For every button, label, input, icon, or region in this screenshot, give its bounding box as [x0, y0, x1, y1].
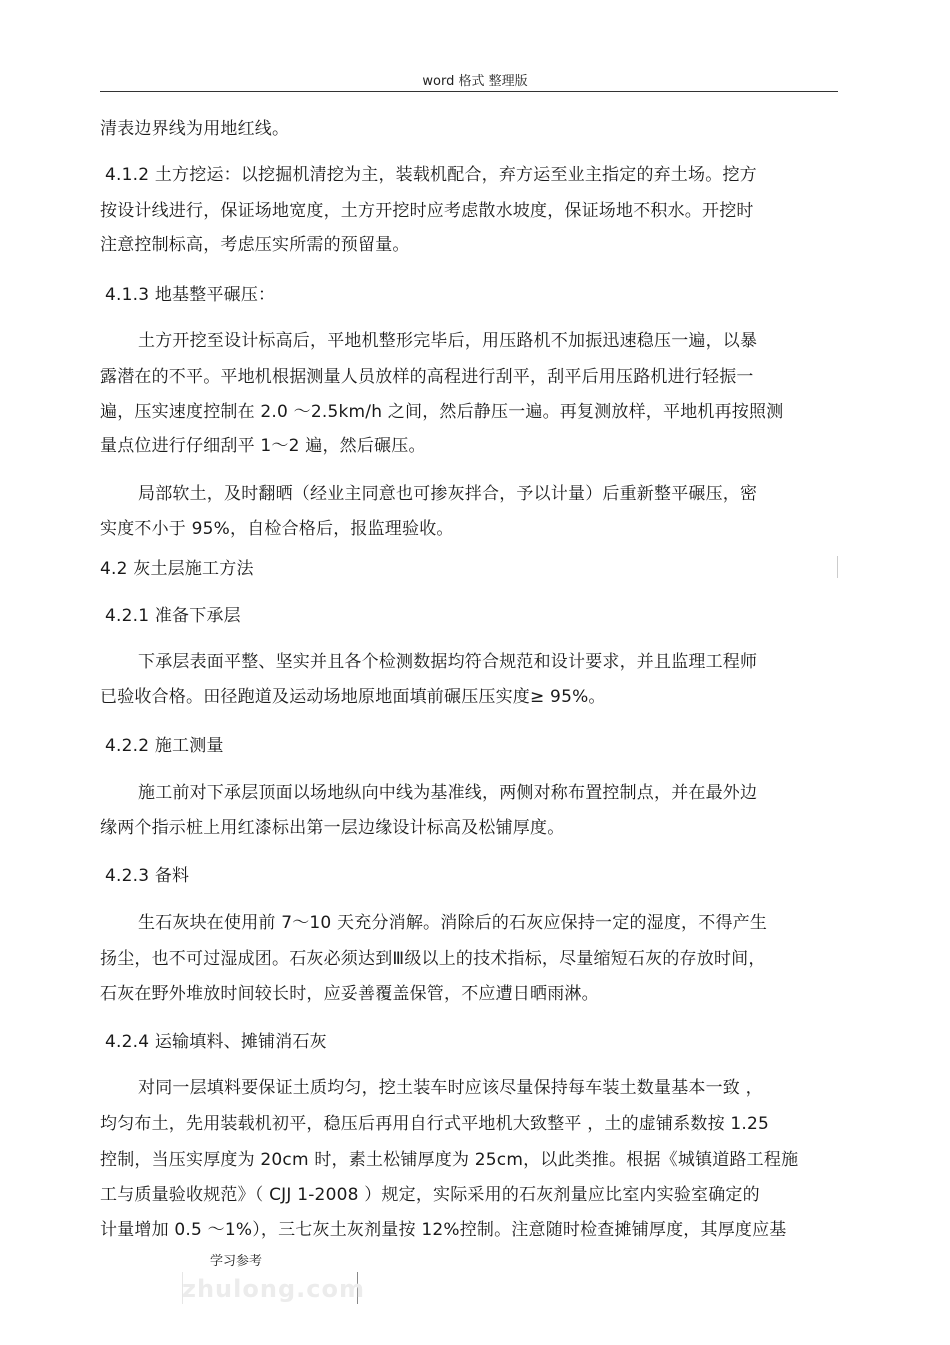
paragraph-line: 均匀布土，先用装载机初平，稳压后再用自行式平地机大致整平 ，土的虚铺系数按 1.25: [100, 1114, 770, 1134]
paragraph-line: 缘两个指示桩上用红漆标出第一层边缘设计标高及松铺厚度。: [100, 818, 565, 838]
section-heading-4-2-3: 4.2.3 备料: [105, 866, 190, 886]
paragraph-line: 按设计线进行，保证场地宽度，土方开挖时应考虑散水坡度，保证场地不积水。开挖时: [100, 201, 754, 221]
section-heading-4-2-4: 4.2.4 运输填料、摊铺消石灰: [105, 1032, 327, 1052]
section-heading-4-2-2: 4.2.2 施工测量: [105, 736, 224, 756]
section-heading-4-1-3: 4.1.3 地基整平碾压：: [105, 285, 276, 305]
page-header: word 格式 整理版: [422, 74, 528, 89]
paragraph-line: 工与质量验收规范》（ CJJ 1-2008 ）规定，实际采用的石灰剂量应比室内实验室确定的: [100, 1185, 760, 1205]
paragraph-line: 露潜在的不平。平地机根据测量人员放样的高程进行刮平，刮平后用压路机进行轻振一: [100, 367, 754, 387]
paragraph-line: 已验收合格。田径跑道及运动场地原地面填前碾压压实度≥ 95%。: [100, 687, 606, 707]
paragraph-line: 控制，当压实厚度为 20cm 时，素土松铺厚度为 25cm，以此类推。根据《城镇道路工程施: [100, 1150, 799, 1170]
section-heading-4-2-1: 4.2.1 准备下承层: [105, 606, 241, 626]
paragraph-line: 注意控制标高，考虑压实所需的预留量。: [100, 235, 410, 255]
watermark-logo: zhulong.com: [182, 1275, 365, 1303]
margin-mark: [837, 556, 838, 578]
paragraph-line: 局部软土，及时翻晒（经业主同意也可掺灰拌合，予以计量）后重新整平碾压，密: [138, 484, 758, 504]
paragraph-line: 扬尘，也不可过湿成团。石灰必须达到Ⅲ级以上的技术指标，尽量缩短石灰的存放时间，: [100, 949, 766, 969]
paragraph-line: 清表边界线为用地红线。: [100, 119, 290, 139]
page-footer: 学习参考: [210, 1254, 263, 1269]
paragraph-line: 生石灰块在使用前 7～10 天充分消解。消除后的石灰应保持一定的湿度，不得产生: [138, 913, 768, 933]
paragraph-line: 土方开挖至设计标高后，平地机整形完毕后，用压路机不加振迅速稳压一遍，以暴: [138, 331, 758, 351]
paragraph-line: 对同一层填料要保证土质均匀，挖土装车时应该尽量保持每车装土数量基本一致 ，: [138, 1078, 763, 1098]
paragraph-line: 遍，压实速度控制在 2.0 ～2.5km/h 之间，然后静压一遍。再复测放样，平地机再按照测: [100, 402, 784, 422]
paragraph-line: 计量增加 0.5 ～1%），三七灰土灰剂量按 12%控制。注意随时检查摊铺厚度，其厚度应基: [100, 1220, 787, 1240]
paragraph-line: 下承层表面平整、坚实并且各个检测数据均符合规范和设计要求，并且监理工程师: [138, 652, 758, 672]
section-heading-4-1-2: 4.1.2 土方挖运：以挖掘机清挖为主，装载机配合，弃方运至业主指定的弃土场。挖方: [105, 165, 757, 185]
paragraph-line: 实度不小于 95%，自检合格后，报监理验收。: [100, 519, 454, 539]
paragraph-line: 量点位进行仔细刮平 1～2 遍，然后碾压。: [100, 436, 426, 456]
header-divider: [100, 91, 838, 92]
paragraph-line: 石灰在野外堆放时间较长时，应妥善覆盖保管，不应遭日晒雨淋。: [100, 984, 599, 1004]
section-heading-4-2: 4.2 灰土层施工方法: [100, 559, 254, 579]
paragraph-line: 施工前对下承层顶面以场地纵向中线为基准线，两侧对称布置控制点，并在最外边: [138, 783, 758, 803]
